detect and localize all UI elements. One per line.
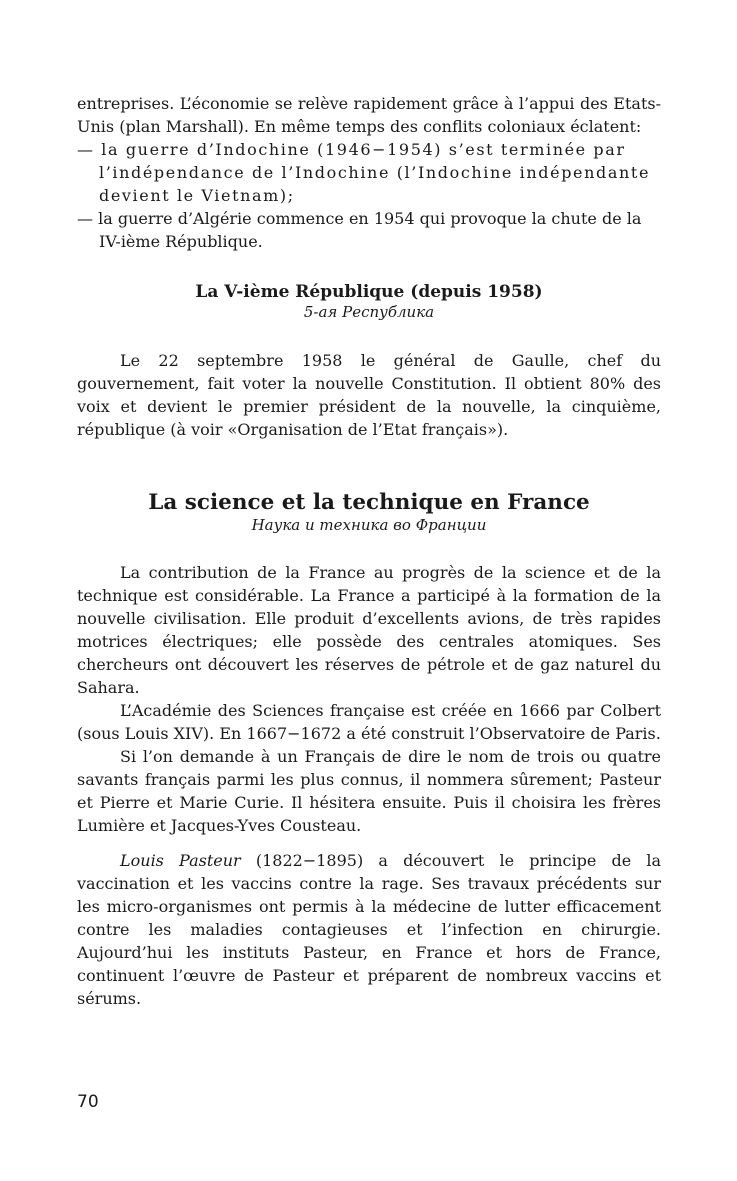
paragraph-pasteur xyxy=(77,849,661,1010)
list-item-algerie: — la guerre d’Algérie commence en 1954 qui provoque la chute de la IV-ième République. xyxy=(77,209,642,251)
pasteur-name: Louis Pasteur xyxy=(120,851,241,870)
page-number: 70 xyxy=(77,1092,99,1112)
section-subtitle-science: Наука и техника во Франции xyxy=(251,516,487,534)
paragraph-academie: L’Académie des Sciences française est créée en 1666 par Colbert (sous Louis XIV). En 1667−1672 a été construit l’Observatoire de Paris. xyxy=(77,701,661,743)
paragraph-v-republique: Le 22 septembre 1958 le général de Gaulle, chef du gouvernement, fait voter la nouvelle Constitution. Il obtient 80% des voix et devient le premier président de la nouvelle, la cinquième, république (à voir «Organisation de l’Etat français»). xyxy=(77,351,661,439)
paragraph-savants: Si l’on demande à un Français de dire le nom de trois ou quatre savants français parmi les plus connus, il nommera sûrement; Pasteur et Pierre et Marie Curie. Il hésitera ensuite. Puis il choisira les frères Lumière et Jacques-Yves Cousteau. xyxy=(77,747,661,835)
paragraph-contribution: La contribution de la France au progrès de la science et de la technique est considérable. La France a participé à la formation de la nouvelle civilisation. Elle produit d’excellents avions, de très rapides motrices électriques; elle possède des centrales atomiques. Ses chercheurs ont découvert les réserves de pétrole et de gaz naturel du Sahara. xyxy=(77,563,661,697)
list-item-indochine: — la guerre d’Indochine (1946−1954) s’est terminée par l’indépendance de l’Indochine (l’Indochine indépendante devient le Vietnam); xyxy=(77,140,651,205)
intro-paragraph: entreprises. L’économie se relève rapidement grâce à l’appui des Etats-Unis (plan Marshall). En même temps des conflits coloniaux éclatent: xyxy=(77,94,661,136)
section-title-science: La science et la technique en France xyxy=(148,490,590,515)
section-subtitle-v-republique: 5-ая Республика xyxy=(303,303,435,321)
section-title-v-republique: La V-ième République (depuis 1958) xyxy=(195,282,543,302)
pasteur-text: (1822−1895) a découvert le principe de la vaccination et les vaccins contre la rage. Ses travaux précédents sur les micro-organismes ont permis à la médecine de lutter efficacement contre les maladies contagieuses et l’infection en chirurgie. Aujourd’hui les instituts Pasteur, en France et hors de France, continuent l’œuvre de Pasteur et préparent de nombreux vaccins et sérums. xyxy=(77,851,662,1008)
page-content xyxy=(77,92,661,1010)
